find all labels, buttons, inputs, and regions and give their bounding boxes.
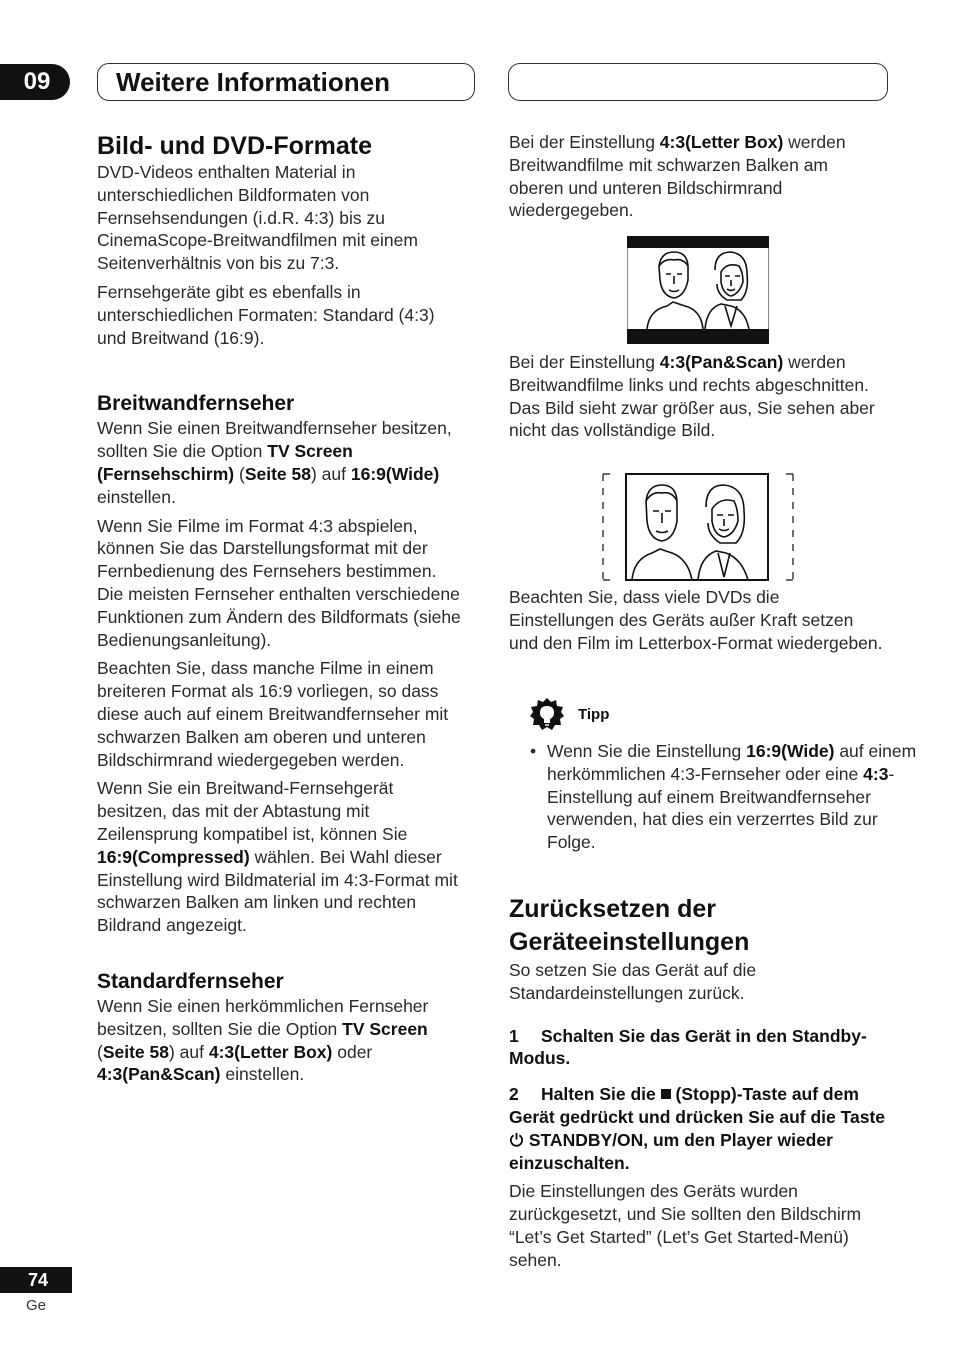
tip-bullet: • Wenn Sie die Einstellung 16:9(Wide) auf einem herkömmlichen 4:3-Fernseher oder eine 4:3-Einstellung auf einem Breitwandfernseher verwenden, hat dies ein verzerrtes Bild zur Folge. (530, 741, 917, 853)
subsection-title-widescreen: Breitwandfernseher (97, 392, 295, 416)
standard-paragraph-1: Wenn Sie einen herkömmlichen Fernseher besitzen, sollten Sie die Option TV Screen (Seite 58) auf 4:3(Letter Box) oder 4:3(Pan&Scan) einstellen. (97, 995, 429, 1085)
stop-icon (661, 1089, 671, 1099)
page-number: 74 (0, 1267, 72, 1293)
left-column (97, 131, 467, 1092)
panscan-illustration (602, 473, 794, 581)
chapter-title: Weitere Informationen (116, 67, 391, 97)
reset-intro: So setzen Sie das Gerät auf die Standardeinstellungen zurück. (509, 960, 757, 1003)
widescreen-paragraph-2: Wenn Sie Filme im Format 4:3 abspielen, können Sie das Darstellungsformat mit der Fernbedienung des Fernsehers bestimmen. Die meisten Fernseher enthalten verschiedene Funktionen zum Ändern des Bildformats (siehe Bedienungsanleitung). (97, 515, 461, 650)
section-title-reset: Zurücksetzen der Geräteeinstellungen (509, 895, 750, 956)
empty-title-frame (508, 63, 888, 101)
chapter-number-badge: 09 (0, 64, 70, 100)
power-icon (509, 1132, 524, 1147)
widescreen-paragraph-4: Wenn Sie ein Breitwand-Fernsehgerät besitzen, das mit der Abtastung mit Zeilensprung kompatibel ist, können Sie 16:9(Compressed) wählen. Bei Wahl dieser Einstellung wird Bildmaterial im 4:3-Format mit schwarzen Balken am linken und rechten Bildrand angezeigt. (97, 778, 458, 936)
lightbulb-icon (529, 697, 565, 733)
intro-paragraph-1: DVD-Videos enthalten Material in unterschiedlichen Bildformaten von Fernsehsendungen (i.d.R. 4:3) bis zu CinemaScope-Breitwandfilmen mit einem Seitenverhältnis von bis zu 7:3. (97, 162, 418, 274)
reset-step-2: 2 Halten Sie die (Stopp)-Taste auf dem Gerät gedrückt und drücken Sie auf die Taste STANDBY/ON, um den Player wieder einzuschalten. (509, 1084, 886, 1173)
panscan-paragraph: Bei der Einstellung 4:3(Pan&Scan) werden Breitwandfilme links und rechts abgeschnitten. Das Bild sieht zwar größer aus, Sie sehen aber nicht das vollständige Bild. (509, 352, 875, 441)
reset-section (509, 893, 887, 1278)
widescreen-paragraph-1: Wenn Sie einen Breitwandfernseher besitzen, sollten Sie die Option TV Screen (Fernsehschirm) (Seite 58) auf 16:9(Wide) einstellen. (97, 418, 452, 507)
dvd-override-note: Beachten Sie, dass viele DVDs die Einstellungen des Geräts außer Kraft setzen und den Film im Letterbox-Format wiedergeben. (509, 587, 883, 653)
section-title-formats: Bild- und DVD-Formate (97, 132, 372, 160)
widescreen-paragraph-3: Beachten Sie, dass manche Filme in einem breiteren Format als 16:9 vorliegen, so dass diese auch auf einem Breitwandfernseher mit schwarzen Balken am oberen und unteren Bildschirmrand wiedergegeben werden. (97, 658, 449, 770)
reset-step-1: 1 Schalten Sie das Gerät in den Standby-Modus. (509, 1025, 867, 1069)
chapter-title-frame (97, 63, 475, 101)
reset-result: Die Einstellungen des Geräts wurden zurückgesetzt, und Sie sollten den Bildschirm “Let’s Get Started” (Let’s Get Started-Menü) sehen. (509, 1181, 862, 1270)
intro-paragraph-2: Fernsehgeräte gibt es ebenfalls in unterschiedlichen Formaten: Standard (4:3) und Breitwand (16:9). (97, 281, 435, 348)
bullet-dot: • (530, 741, 537, 761)
language-code: Ge (26, 1297, 47, 1314)
subsection-title-standard: Standardfernseher (97, 969, 284, 993)
tip-label: Tipp (578, 706, 610, 723)
letterbox-illustration (627, 236, 769, 344)
letterbox-paragraph: Bei der Einstellung 4:3(Letter Box) werden Breitwandfilme mit schwarzen Balken am oberen und unteren Bildschirmrand wiedergegeben. (509, 132, 846, 221)
